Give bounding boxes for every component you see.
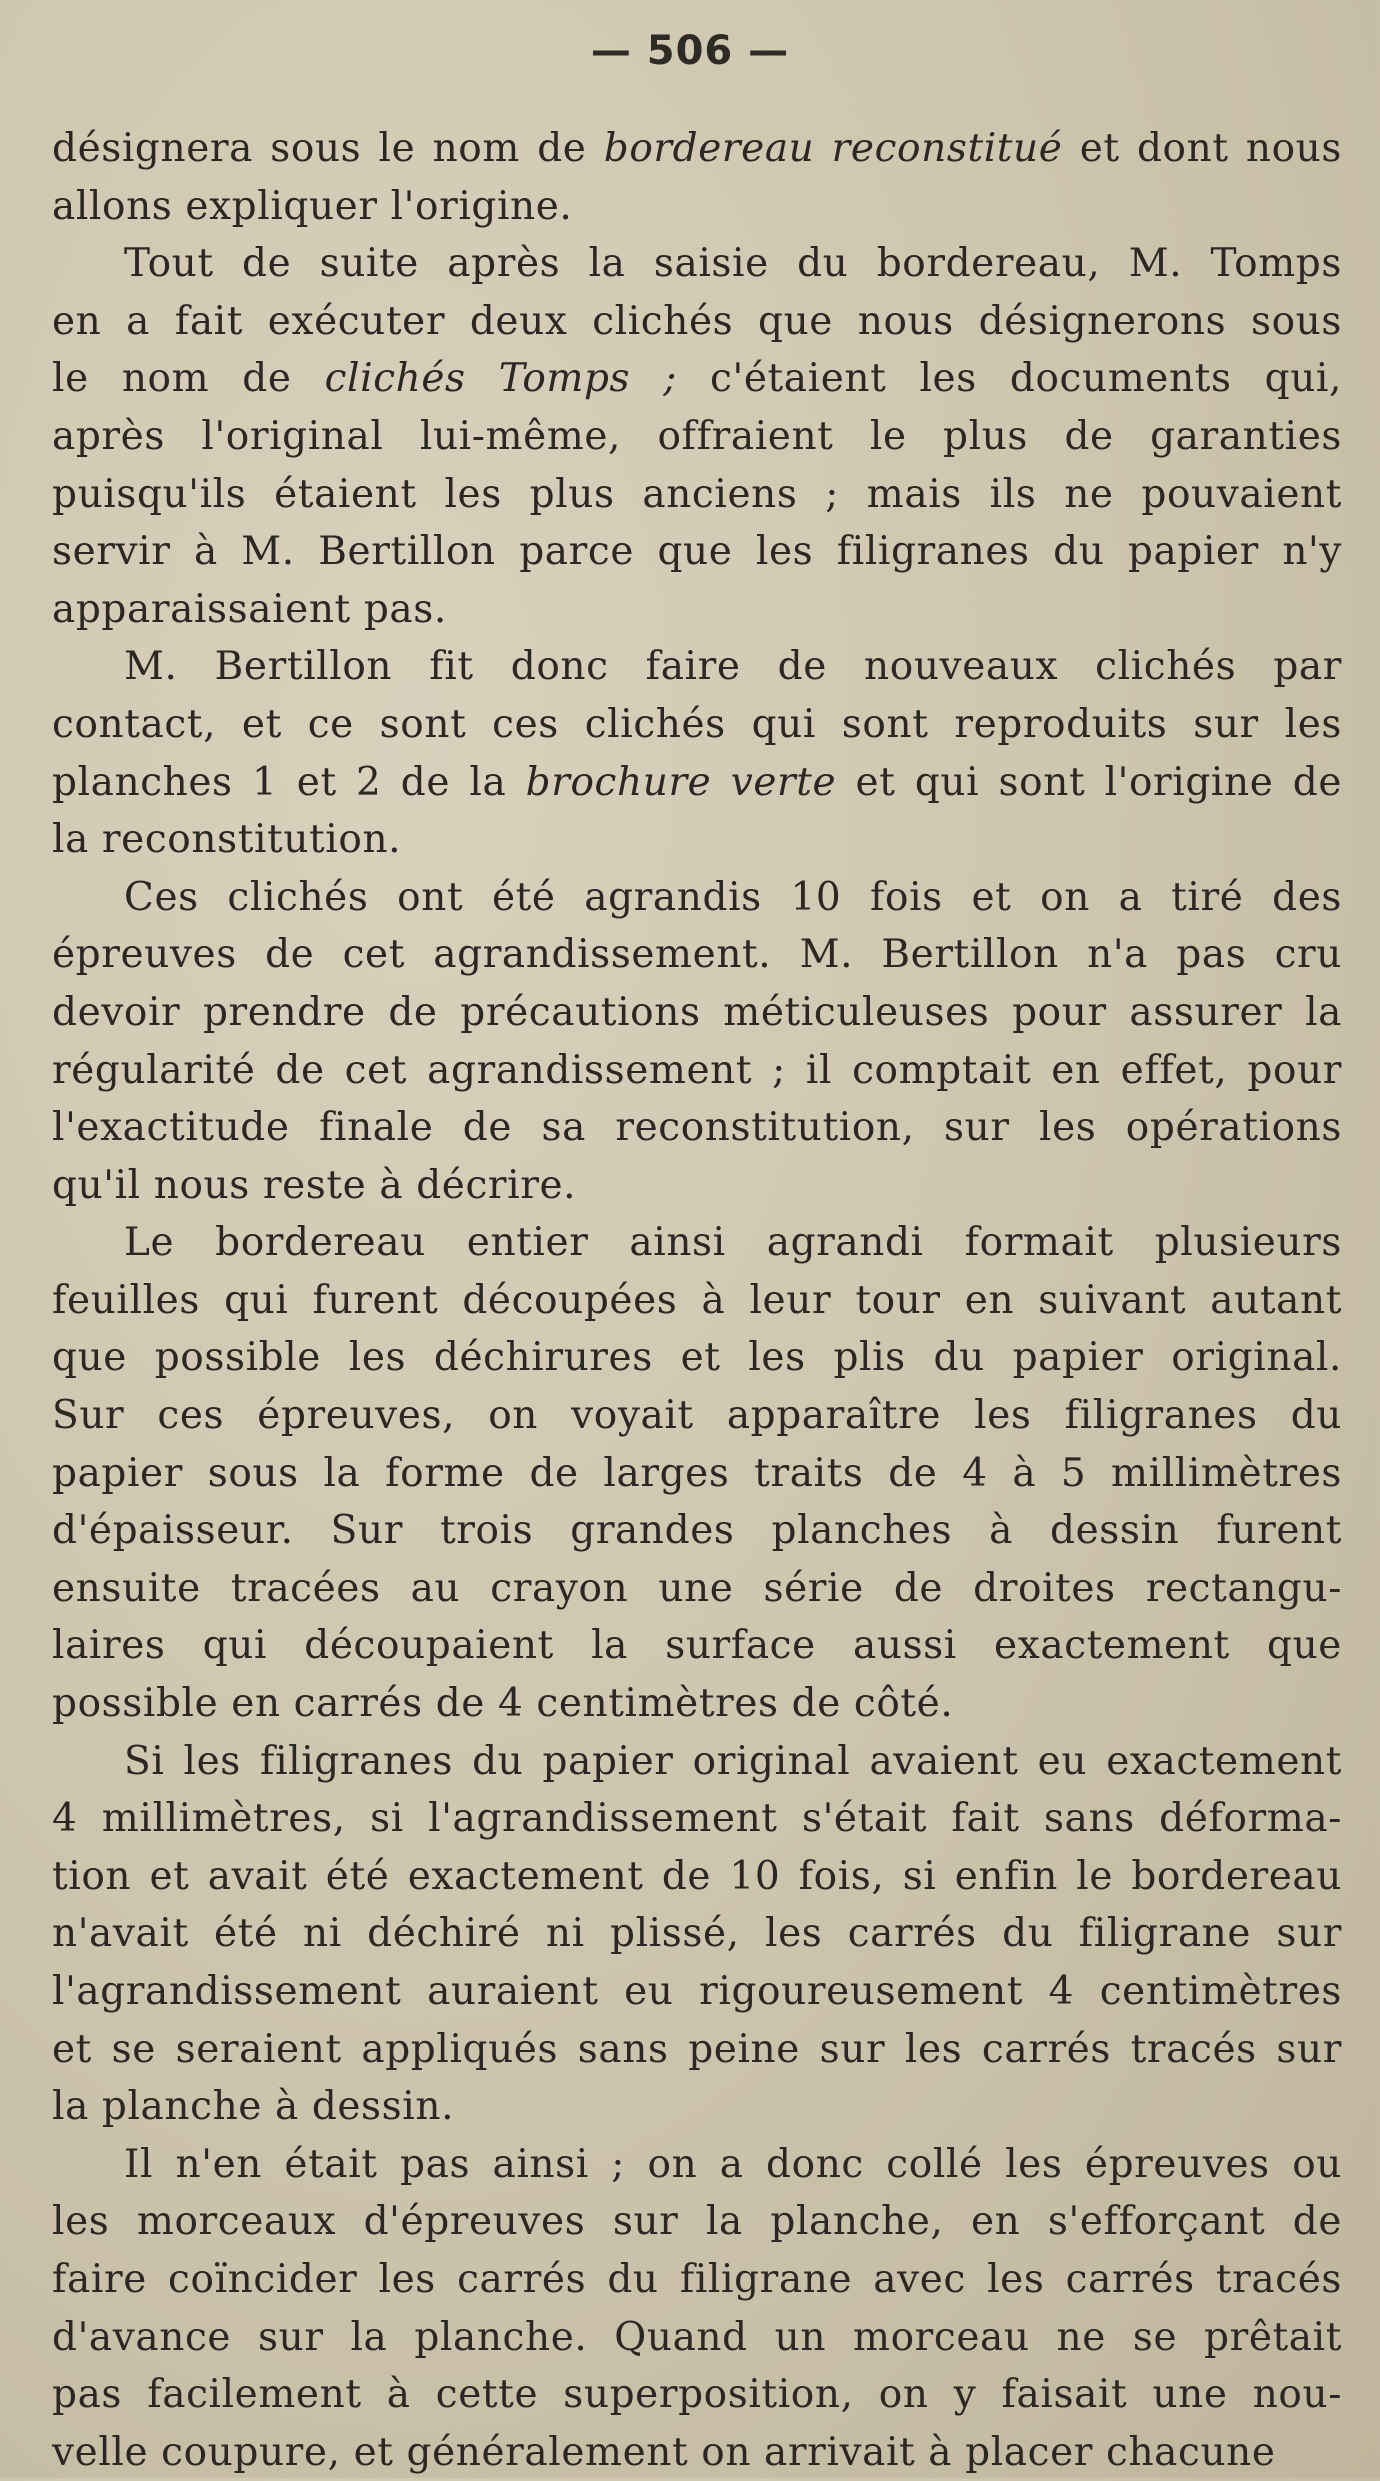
text-line: Si les filigranes du papier original avaient eu exactement bbox=[124, 1738, 1342, 1784]
text-line: l'exactitude finale de sa reconstitution, sur les opérations bbox=[52, 1105, 1342, 1151]
text-line: feuilles qui furent découpées à leur tour en suivant autant bbox=[52, 1277, 1342, 1323]
italic-term: brochure verte bbox=[525, 759, 837, 805]
italic-term: clichés Tomps ; bbox=[324, 356, 677, 402]
text-line: qu'il nous reste à décrire. bbox=[52, 1162, 577, 1208]
text-line: planches 1 et 2 de la brochure verte et qui sont l'origine de bbox=[52, 759, 1342, 805]
text-line: après l'original lui-même, offraient le plus de garanties bbox=[52, 413, 1342, 459]
page-number: — 506 — bbox=[590, 28, 790, 74]
text-line: l'agrandissement auraient eu rigoureusement 4 centimètres bbox=[52, 1969, 1342, 2014]
text-line: d'épaisseur. Sur trois grandes planches à dessin furent bbox=[52, 1508, 1342, 1554]
paragraph bbox=[52, 869, 1342, 1215]
text-line: Tout de suite après la saisie du bordereau, M. Tomps bbox=[124, 241, 1342, 287]
text-line: devoir prendre de précautions méticuleuses pour assurer la bbox=[52, 989, 1342, 1035]
text-line: possible en carrés de 4 centimètres de côté. bbox=[52, 1681, 954, 1727]
text-line: Sur ces épreuves, on voyait apparaître les filigranes du bbox=[52, 1393, 1342, 1439]
paragraph bbox=[52, 1214, 1342, 1732]
text-line: faire coïncider les carrés du filigrane avec les carrés tracés bbox=[52, 2256, 1342, 2302]
text-line: apparaissaient pas. bbox=[52, 586, 447, 632]
text-line: M. Bertillon fit donc faire de nouveaux clichés par bbox=[124, 644, 1342, 690]
text-line: servir à M. Bertillon parce que les filigranes du papier n'y bbox=[52, 529, 1342, 575]
paragraph bbox=[52, 2136, 1342, 2481]
text-line: en a fait exécuter deux clichés que nous désignerons sous bbox=[52, 298, 1342, 344]
italic-term: bordereau reconstitué bbox=[603, 126, 1063, 171]
text-line: les morceaux d'épreuves sur la planche, en s'efforçant de bbox=[52, 2199, 1342, 2245]
paragraph bbox=[52, 120, 1342, 235]
paragraph bbox=[52, 1733, 1342, 2136]
text-line: velle coupure, et généralement on arrivait à placer chacune bbox=[52, 2429, 1276, 2475]
text-line: épreuves de cet agrandissement. M. Bertillon n'a pas cru bbox=[52, 932, 1342, 978]
text-line: Le bordereau entier ainsi agrandi formait plusieurs bbox=[124, 1220, 1342, 1266]
paragraph bbox=[52, 638, 1342, 868]
paragraph bbox=[52, 235, 1342, 638]
text-line: papier sous la forme de larges traits de 4 à 5 millimètres bbox=[52, 1450, 1342, 1496]
text-line: 4 millimètres, si l'agrandissement s'était fait sans déforma- bbox=[52, 1796, 1342, 1842]
text-line: ensuite tracées au crayon une série de droites rectangu- bbox=[52, 1565, 1342, 1611]
text-line: d'avance sur la planche. Quand un morceau ne se prêtait bbox=[52, 2314, 1342, 2360]
text-line: le nom de clichés Tomps ; c'étaient les documents qui, bbox=[52, 356, 1342, 402]
text-line: puisqu'ils étaient les plus anciens ; mais ils ne pouvaient bbox=[52, 471, 1342, 517]
text-line: régularité de cet agrandissement ; il comptait en effet, pour bbox=[52, 1047, 1342, 1093]
text-line: que possible les déchirures et les plis du papier original. bbox=[52, 1335, 1342, 1381]
text-line: la planche à dessin. bbox=[52, 2084, 455, 2130]
body-text bbox=[52, 120, 1342, 2481]
text-line: la reconstitution. bbox=[52, 817, 402, 863]
text-line: désignera sous le nom de bordereau reconstitué et dont nous bbox=[52, 126, 1342, 171]
text-line: n'avait été ni déchiré ni plissé, les carrés du filigrane sur bbox=[52, 1911, 1342, 1957]
text-line: tion et avait été exactement de 10 fois, si enfin le bordereau bbox=[52, 1853, 1342, 1899]
text-line: Ces clichés ont été agrandis 10 fois et on a tiré des bbox=[124, 874, 1342, 920]
text-line: pas facilement à cette superposition, on y faisait une nou- bbox=[52, 2372, 1342, 2418]
text-line: contact, et ce sont ces clichés qui sont reproduits sur les bbox=[52, 701, 1342, 747]
text-line: Il n'en était pas ainsi ; on a donc collé les épreuves ou bbox=[124, 2141, 1342, 2187]
text-line: laires qui découpaient la surface aussi exactement que bbox=[52, 1623, 1342, 1669]
text-line: allons expliquer l'origine. bbox=[52, 183, 573, 229]
text-line: et se seraient appliqués sans peine sur les carrés tracés sur bbox=[52, 2026, 1342, 2072]
